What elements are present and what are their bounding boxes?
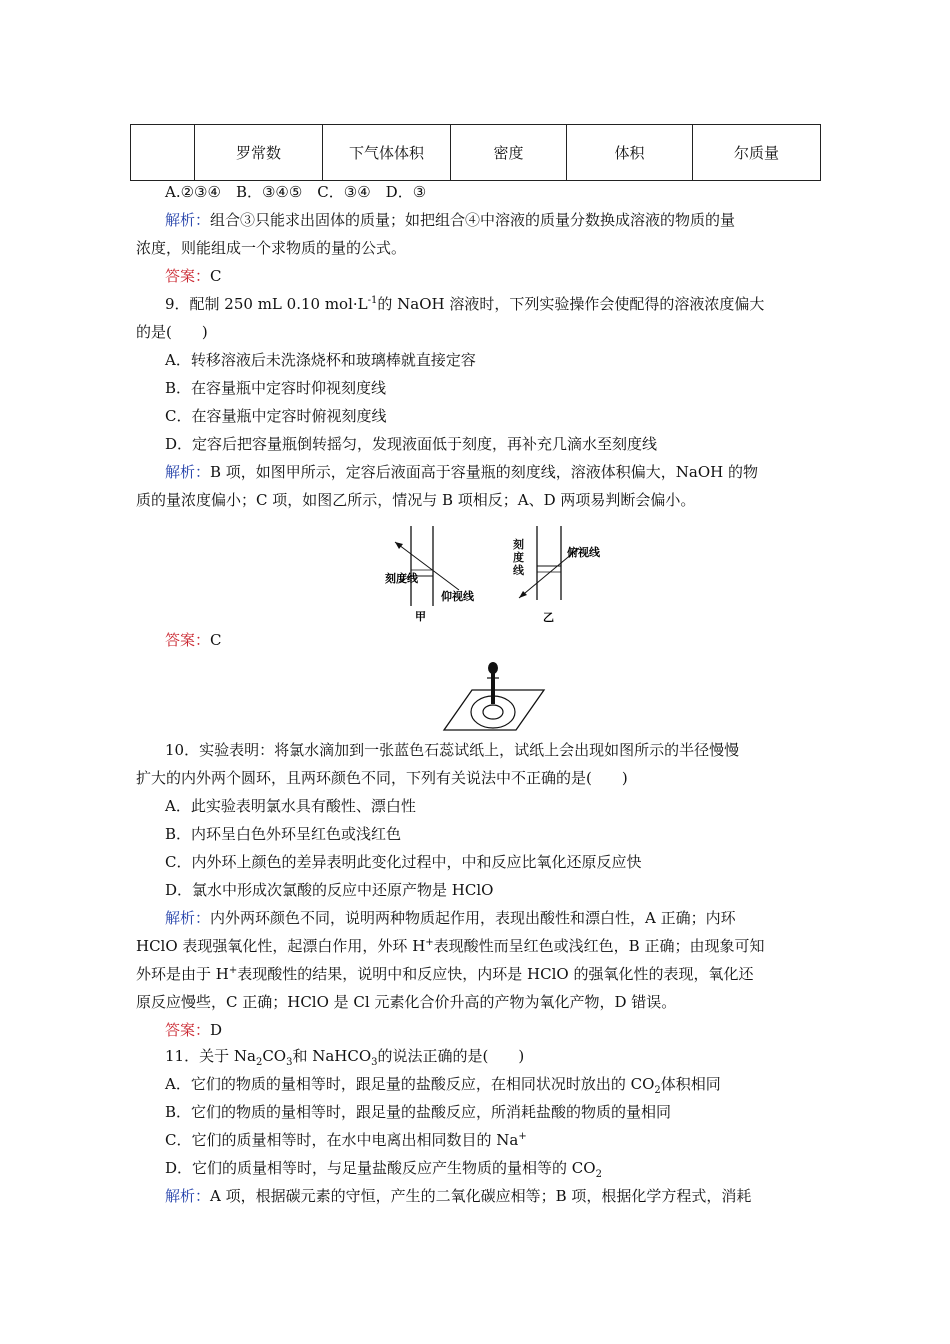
volumetric-flask-figure [375,520,625,626]
q10-option-d: D．氯水中形成次氯酸的反应中还原产物是 HClO [165,881,494,899]
scale-label: 刻度线 [385,572,418,585]
sight-label: 仰视线 [441,590,474,603]
q10-option-c: C．内外环上颜色的差异表明此变化过程中，中和反应比氧化还原反应快 [165,853,642,871]
q11-option-c [165,1130,527,1150]
q9-option-a: A．转移溶液后未洗涤烧杯和玻璃棒就直接定容 [165,351,476,369]
stem-text: 和 NaHCO [292,1047,372,1065]
q9-stem [165,294,764,314]
q10-option-b: B．内环呈白色外环呈红色或浅红色 [165,825,402,843]
flask-diagram [375,520,625,626]
q10-analysis-line-2 [136,936,764,956]
q10-analysis-line [165,908,736,928]
q10-stem: 10．实验表明：将氯水滴加到一张蓝色石蕊试纸上，试纸上会出现如图所示的半径慢慢 [165,741,740,759]
q8-options: A.②③④ B．③④⑤ C．③④ D．③ [165,183,427,201]
answer-value: C [210,631,222,649]
analysis-label: 解析： [165,463,211,481]
analysis-text: 表现酸性的结果，说明中和反应快，内环是 HClO 的强氧化性的表现，氧化还 [237,965,754,983]
analysis-text: B 项，如图甲所示，定容后液面高于容量瓶的刻度线，溶液体积偏大，NaOH 的物 [210,463,759,481]
q11-stem [165,1046,524,1066]
arrow-head [395,542,403,549]
superscript: + [228,965,238,976]
q11-option-d [165,1158,602,1178]
q8-answer [165,266,222,286]
litmus-diagram [440,660,546,732]
scale-label-vertical: 刻度线 [513,538,524,577]
option-text: D．它们的质量相等时，与足量盐酸反应产生物质的量相等的 CO [165,1159,596,1177]
q9-analysis-line [165,462,758,482]
q11-option-b: B．它们的物质的量相等时，跟足量的盐酸反应，所消耗盐酸的物质的量相同 [165,1103,672,1121]
superscript: + [425,937,434,948]
q8-analysis-line-2: 浓度，则能组成一个求物质的量的公式。 [136,239,407,257]
answer-value: C [210,267,222,285]
option-text: 体积相同 [660,1075,721,1093]
figure-jia [385,526,475,623]
stem-text: 的 NaOH 溶液时，下列实验操作会使配得的溶液浓度偏大 [377,295,765,313]
option-text: C．它们的质量相等时，在水中电离出相同数目的 Na [165,1131,519,1149]
analysis-text: 表现酸性而呈红色或浅红色，B 正确；由现象可知 [433,937,765,955]
q10-analysis-line-4: 原反应慢些，C 正确；HClO 是 Cl 元素化合价升高的产物为氧化产物，D 错误。 [136,993,677,1011]
table-cell: 尔质量 [693,125,821,181]
q8-analysis-line [165,210,735,230]
answer-label: 答案： [165,631,211,649]
subscript: 2 [654,1085,661,1096]
data-table [130,124,821,181]
table-cell [131,125,195,181]
table-cell: 下气体体积 [323,125,451,181]
stem-text: 11．关于 Na [165,1047,256,1065]
litmus-paper-figure [440,660,546,732]
table-cell: 罗常数 [195,125,323,181]
superscript: -1 [367,295,378,306]
sight-label: 俯视线 [567,546,600,559]
subscript: 2 [255,1057,263,1068]
answer-label: 答案： [165,267,211,285]
dropper-bulb [488,662,498,674]
table-cell: 密度 [451,125,567,181]
figure-yi [519,526,601,624]
q9-option-d: D．定容后把容量瓶倒转摇匀，发现液面低于刻度，再补充几滴水至刻度线 [165,435,658,453]
q11-analysis-line [165,1186,751,1206]
figure-label-yi: 乙 [543,611,554,624]
q10-analysis-line-3 [136,964,753,984]
answer-value: D [210,1021,223,1039]
superscript: + [518,1131,527,1142]
analysis-label: 解析： [165,909,211,927]
q11-option-a [165,1074,721,1094]
figure-label-jia: 甲 [415,610,426,623]
analysis-text: HClO 表现强氧化性，起漂白作用，外环 H [136,937,426,955]
analysis-text: 外环是由于 H [136,965,229,983]
table-cell: 体积 [567,125,693,181]
analysis-text: 组合③只能求出固体的质量；如把组合④中溶液的质量分数换成溶液的物质的量 [210,211,736,229]
answer-label: 答案： [165,1021,211,1039]
q10-stem-2: 扩大的内外两个圆环，且两环颜色不同，下列有关说法中不正确的是( ) [136,769,628,787]
stem-text: 的说法正确的是( ) [377,1047,525,1065]
stem-text: 9．配制 250 mL 0.10 mol·L [165,295,368,313]
analysis-text: 内外两环颜色不同，说明两种物质起作用，表现出酸性和漂白性，A 正确；内环 [210,909,736,927]
subscript: 3 [371,1057,378,1068]
stem-text: CO [262,1047,287,1065]
q10-answer [165,1020,222,1040]
analysis-text: A 项，根据碳元素的守恒，产生的二氧化碳应相等；B 项，根据化学方程式，消耗 [210,1187,752,1205]
analysis-label: 解析： [165,211,211,229]
q9-analysis-line-2: 质的量浓度偏小；C 项，如图乙所示，情况与 B 项相反；A、D 两项易判断会偏小。 [136,491,696,509]
q9-option-c: C．在容量瓶中定容时俯视刻度线 [165,407,387,425]
subscript: 3 [286,1057,293,1068]
q9-answer [165,630,222,650]
analysis-label: 解析： [165,1187,211,1205]
q9-option-b: B．在容量瓶中定容时仰视刻度线 [165,379,387,397]
option-text: A．它们的物质的量相等时，跟足量的盐酸反应，在相同状况时放出的 CO [165,1075,655,1093]
table-row [131,125,821,181]
inner-ring [483,705,503,719]
q10-option-a: A．此实验表明氯水具有酸性、漂白性 [165,797,416,815]
q9-stem-2: 的是( ) [136,323,208,341]
subscript: 2 [595,1169,602,1180]
